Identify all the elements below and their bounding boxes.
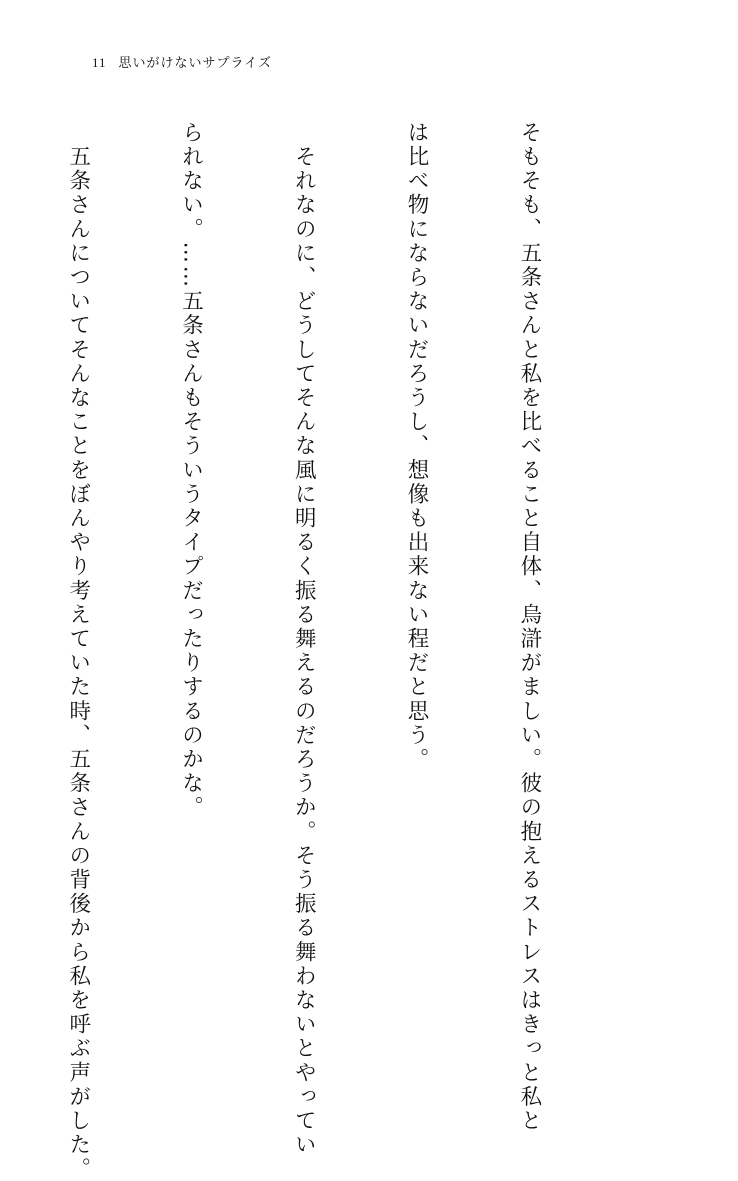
text-line: それなのに、どうしてそんな風に明るく振る舞えるのだろうか。そう振る舞わないとやってい — [291, 121, 317, 1158]
text-line: 五条さんについてそんなことをぼんやり考えていた時、五条さんの背後から私を呼ぶ声がした。 — [65, 121, 91, 1181]
text-line: そもそも、五条さんと私を比べること自体、烏滸がましい。彼の抱えるストレスはきっと私と — [516, 121, 542, 1134]
running-header — [92, 52, 272, 71]
page-number: 11 — [92, 55, 107, 70]
chapter-title: 思いがけないサプライズ — [118, 56, 273, 71]
vertical-body-text — [65, 121, 623, 1181]
text-line: は比べ物にならないだろうし、想像も出来ない程だと思う。 — [404, 121, 430, 772]
text-line: られない。……五条さんもそういうタイプだったりするのかな。 — [178, 121, 204, 820]
